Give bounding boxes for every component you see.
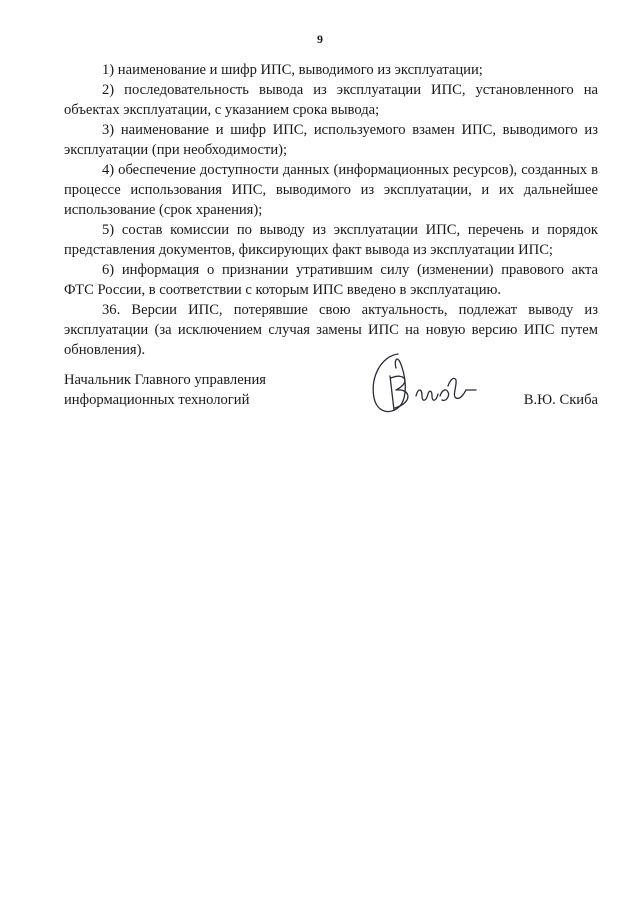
signatory-title-line-2: информационных технологий	[64, 392, 250, 408]
document-body	[64, 60, 598, 360]
signatory-title-line-1: Начальник Главного управления	[64, 372, 267, 388]
signature-block	[64, 370, 598, 430]
handwritten-signature	[360, 346, 500, 426]
paragraph-item-4: 4) обеспечение доступности данных (информационных ресурсов), созданных в процессе использования ИПС, выводимого из эксплуатации, и их дальнейшее использование (срок хранения);	[64, 162, 598, 218]
paragraph-item-6: 6) информация о признании утратившим силу (изменении) правового акта ФТС России, в соответствии с которым ИПС введено в эксплуатацию.	[64, 262, 598, 298]
paragraph-clause-36: 36. Версии ИПС, потерявшие свою актуальность, подлежат выводу из эксплуатации (за исключением случая замены ИПС на новую версию ИПС путем обновления).	[64, 302, 598, 358]
paragraph-item-3: 3) наименование и шифр ИПС, используемого взамен ИПС, выводимого из эксплуатации (при необходимости);	[64, 122, 598, 158]
page-number: 9	[317, 32, 323, 46]
paragraph-item-2: 2) последовательность вывода из эксплуатации ИПС, установленного на объектах эксплуатации, с указанием срока вывода;	[64, 82, 598, 118]
signatory-name: В.Ю. Скиба	[523, 392, 598, 408]
signatory-title	[64, 370, 324, 410]
paragraph-item-1: 1) наименование и шифр ИПС, выводимого из эксплуатации;	[102, 62, 483, 78]
paragraph-item-5: 5) состав комиссии по выводу из эксплуатации ИПС, перечень и порядок представления документов, фиксирующих факт вывода из эксплуатации ИПС;	[64, 222, 598, 258]
